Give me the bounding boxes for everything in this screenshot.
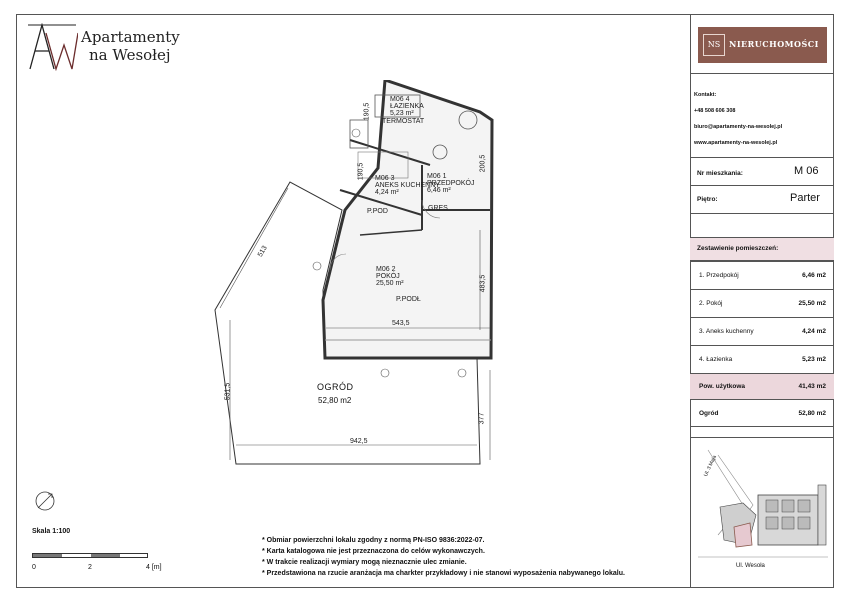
brand-mark: NS (703, 34, 725, 56)
room-hall-label: M06 1 PRZEDPOKÓJ 6,46 m² (427, 173, 475, 194)
brand-name: NIERUCHOMOŚCI (729, 39, 819, 49)
summary-value: 4,24 m2 (802, 328, 826, 335)
dim-label: 513 (256, 244, 269, 259)
summary-label: 3. Aneks kuchenny (699, 328, 754, 335)
gres-label: GRES (428, 205, 448, 212)
dim-label: 200,5 (479, 154, 487, 173)
contact-phone[interactable]: +48 508 606 308 (694, 108, 736, 114)
rooms-summary-header (690, 237, 834, 261)
dim-label: 190,5 (363, 102, 371, 121)
brand-logo (698, 27, 827, 63)
room-living-label: M06 2 POKÓJ 25,50 m² (376, 266, 404, 287)
minimap-top-divider (690, 437, 834, 438)
summary-row (690, 345, 834, 373)
summary-label: 2. Pokój (699, 300, 723, 307)
summary-row (690, 289, 834, 317)
summary-label: 1. Przedpokój (699, 272, 739, 279)
summary-row (690, 261, 834, 289)
p-pod-label: P.POD (367, 208, 388, 215)
summary-row (690, 317, 834, 345)
garden-area: 52,80 m2 (318, 396, 352, 405)
note-line: * Obmiar powierzchni lokalu zgodny z normą PN-ISO 9836:2022-07. (262, 537, 485, 544)
dim-label: 531,5 (224, 382, 232, 401)
scale-tick-2: 2 (88, 564, 92, 571)
logo-mark-icon (28, 23, 78, 71)
floor-row (690, 185, 834, 213)
summary-label: 4. Łazienka (699, 356, 733, 363)
minimap-street-side-label: Ul. 3 Maja (703, 454, 718, 478)
dim-label: 942,5 (350, 438, 368, 445)
dim-label: 190,5 (357, 162, 365, 181)
scale-bar (32, 553, 148, 558)
notes (262, 535, 625, 579)
p-podl-label: P.PODŁ (396, 296, 421, 303)
scale-tick-0: 0 (32, 564, 36, 571)
contact-heading: Kontakt: (694, 92, 717, 98)
logo-line-1: Apartamenty (81, 28, 180, 46)
contact-top-divider (690, 73, 834, 74)
dim-label: 483,5 (479, 274, 487, 293)
scale-tick-4: 4 [m] (146, 564, 162, 571)
summary-value: 25,50 m2 (798, 300, 826, 307)
contact-email[interactable]: biuro@apartamenty-na-wesolej.pl (694, 124, 783, 130)
room-bathroom-label: M06 4 ŁAZIENKA 5,23 m² (390, 96, 424, 117)
dim-label: 543,5 (392, 320, 410, 327)
summary-value: 41,43 m2 (798, 383, 826, 390)
summary-label: Ogród (699, 410, 719, 417)
summary-value: 5,23 m2 (802, 356, 826, 363)
summary-label: Pow. użytkowa (699, 383, 745, 390)
minimap-street-label: Ul. Wesoła (736, 563, 765, 569)
north-arrow-icon (34, 490, 56, 512)
room-kitchen-label: M06 3 ANEKS KUCHENNY 4,24 m² (375, 175, 440, 196)
note-line: * W trakcie realizacji wymiary mogą nieznacznie ulec zmianie. (262, 559, 467, 566)
note-line: * Przedstawiona na rzucie aranżacja ma charkter przykładowy i nie stanowi wyposażenia nabywanego lokalu. (262, 570, 625, 577)
contact-website[interactable]: www.apartamenty-na-wesolej.pl (694, 140, 778, 146)
apartment-number-row (690, 157, 834, 185)
garden-row (690, 399, 834, 427)
summary-value: 6,46 m2 (802, 272, 826, 279)
logo-text (81, 28, 180, 64)
floor-value: Parter (790, 192, 820, 204)
garden-name: OGRÓD (317, 382, 354, 392)
summary-value: 52,80 m2 (798, 410, 826, 417)
note-line: * Karta katalogowa nie jest przeznaczona do celów wykonawczych. (262, 548, 485, 555)
apartment-number-value: M 06 (794, 165, 819, 177)
logo-line-2: na Wesołej (89, 46, 171, 64)
dim-label: 377 (478, 412, 486, 425)
floor-bottom-divider (690, 213, 834, 214)
apartment-number-label: Nr mieszkania: (697, 170, 743, 177)
scale-label: Skala 1:100 (32, 528, 71, 535)
location-minimap (698, 445, 828, 565)
floor-label: Piętro: (697, 196, 718, 203)
rooms-summary-title: Zestawienie pomieszczeń: (697, 245, 779, 252)
contact-block (694, 87, 782, 151)
floor-plan (200, 80, 500, 475)
usable-area-row (690, 373, 834, 399)
thermostat-label: TERMOSTAT (382, 118, 425, 125)
